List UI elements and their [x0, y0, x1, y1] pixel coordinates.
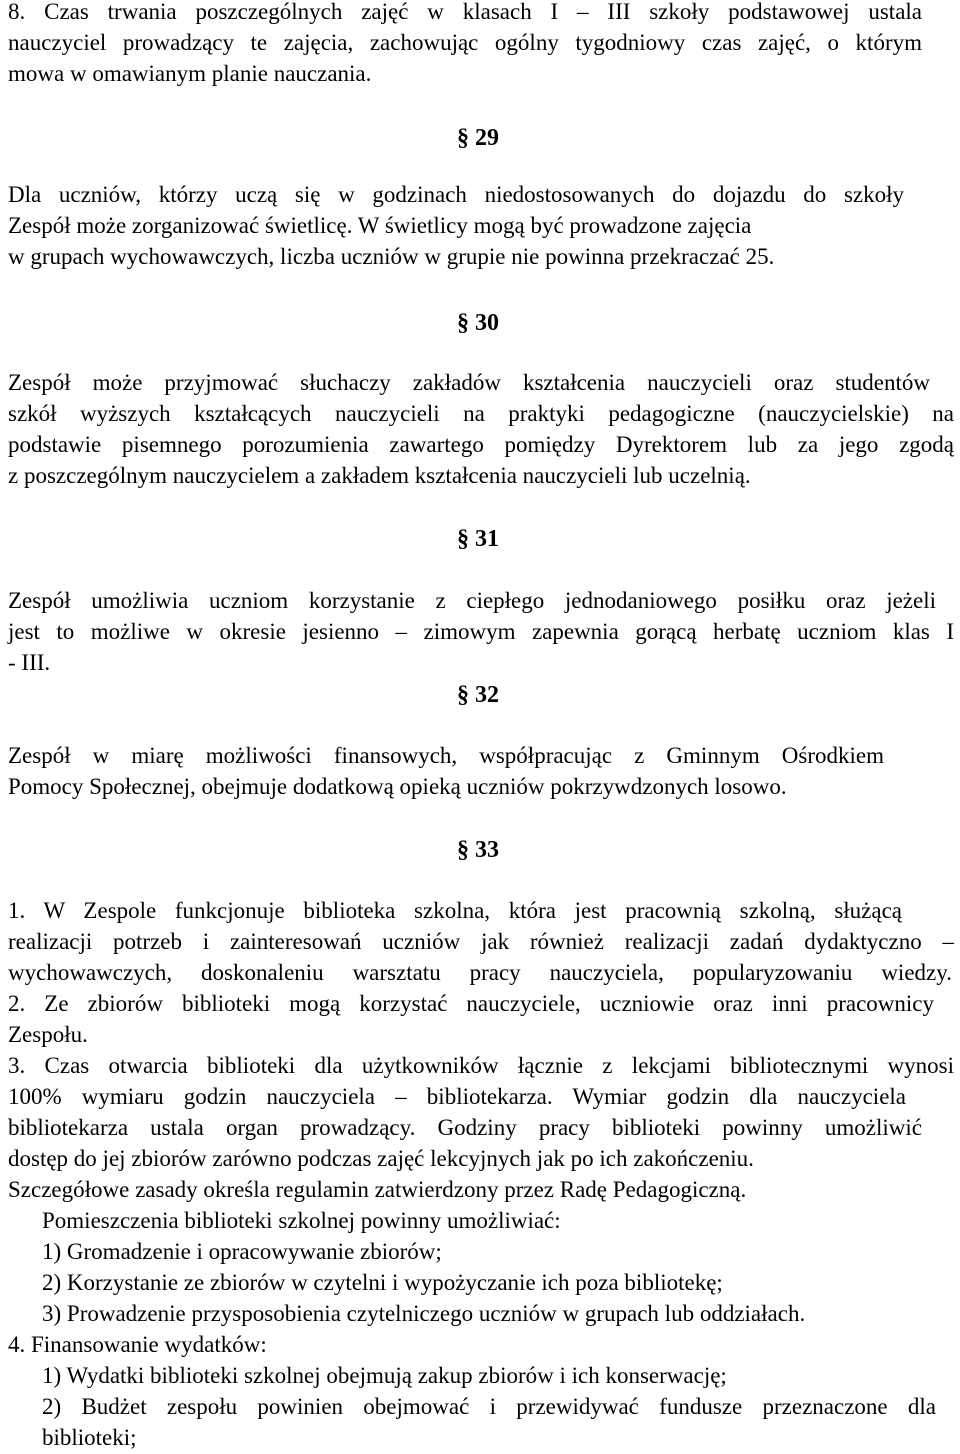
paragraph-line: podstawie pisemnego porozumienia zawartego pomiędzy Dyrektorem lub za jego zgodą: [8, 432, 954, 457]
paragraph-line: nauczyciel prowadzący te zajęcia, zachowując ogólny tygodniowy czas zajęć, o którym: [8, 30, 922, 55]
list-item: 2) Budżet zespołu powinien obejmować i przewidywać fundusze przeznaczone dla: [42, 1394, 936, 1419]
section-heading: § 32: [457, 682, 499, 708]
paragraph-line: realizacji potrzeb i zainteresowań uczniów jak również realizacji zadań dydaktyczno –: [8, 929, 954, 954]
section-heading: § 29: [457, 125, 499, 151]
list-item: 1) Gromadzenie i opracowywanie zbiorów;: [42, 1239, 442, 1264]
paragraph-line: z poszczególnym nauczycielem a zakładem kształcenia nauczycieli lub uczelnią.: [8, 463, 751, 488]
paragraph-line: Dla uczniów, którzy uczą się w godzinach niedostosowanych do dojazdu do szkoły: [8, 182, 904, 207]
list-item: 2) Korzystanie ze zbiorów w czytelni i wypożyczanie ich poza bibliotekę;: [42, 1270, 723, 1295]
paragraph-line: 2. Ze zbiorów biblioteki mogą korzystać nauczyciele, uczniowie oraz inni pracownicy: [8, 991, 934, 1016]
paragraph-line: 100% wymiaru godzin nauczyciela – bibliotekarza. Wymiar godzin dla nauczyciela: [8, 1084, 906, 1109]
list-item: biblioteki;: [42, 1425, 137, 1450]
paragraph-line: mowa w omawianym planie nauczania.: [8, 61, 372, 86]
paragraph-line: Zespół może przyjmować słuchaczy zakładów kształcenia nauczycieli oraz studentów: [8, 370, 930, 395]
paragraph-line: Zespół w miarę możliwości finansowych, współpracując z Gminnym Ośrodkiem: [8, 743, 884, 768]
paragraph-line: 3. Czas otwarcia biblioteki dla użytkowników łącznie z lekcjami bibliotecznymi wynosi: [8, 1053, 954, 1078]
paragraph-line: - III.: [8, 650, 51, 675]
paragraph-line: wychowawczych, doskonaleniu warsztatu pracy nauczyciela, popularyzowaniu wiedzy.: [8, 960, 952, 985]
paragraph-line: 8. Czas trwania poszczególnych zajęć w klasach I – III szkoły podstawowej ustala: [8, 0, 922, 24]
paragraph-line: Zespół może zorganizować świetlicę. W świetlicy mogą być prowadzone zajęcia: [8, 213, 752, 238]
section-heading: § 31: [457, 526, 499, 552]
paragraph-line: Pomieszczenia biblioteki szkolnej powinny umożliwiać:: [42, 1208, 561, 1233]
paragraph-line: Szczegółowe zasady określa regulamin zatwierdzony przez Radę Pedagogiczną.: [8, 1177, 747, 1202]
paragraph-line: 1. W Zespole funkcjonuje biblioteka szkolna, która jest pracownią szkolną, służącą: [8, 898, 902, 923]
list-item: 1) Wydatki biblioteki szkolnej obejmują zakup zbiorów i ich konserwację;: [42, 1363, 727, 1388]
paragraph-line: szkół wyższych kształcących nauczycieli na praktyki pedagogiczne (nauczycielskie) na: [8, 401, 954, 426]
paragraph-line: Pomocy Społecznej, obejmuje dodatkową opieką uczniów pokrzywdzonych losowo.: [8, 774, 787, 799]
paragraph-line: 4. Finansowanie wydatków:: [8, 1332, 267, 1357]
paragraph-line: bibliotekarza ustala organ prowadzący. Godziny pracy biblioteki powinny umożliwić: [8, 1115, 922, 1140]
paragraph-line: Zespół umożliwia uczniom korzystanie z ciepłego jednodaniowego posiłku oraz jeżeli: [8, 588, 936, 613]
paragraph-line: jest to możliwe w okresie jesienno – zimowym zapewnia gorącą herbatę uczniom klas I: [8, 619, 954, 644]
paragraph-line: dostęp do jej zbiorów zarówno podczas zajęć lekcyjnych jak po ich zakończeniu.: [8, 1146, 754, 1171]
list-item: 3) Prowadzenie przysposobienia czytelniczego uczniów w grupach lub oddziałach.: [42, 1301, 806, 1326]
section-heading: § 30: [457, 310, 499, 336]
section-heading: § 33: [457, 837, 499, 863]
paragraph-line: w grupach wychowawczych, liczba uczniów w grupie nie powinna przekraczać 25.: [8, 244, 775, 269]
paragraph-line: Zespołu.: [8, 1022, 88, 1047]
